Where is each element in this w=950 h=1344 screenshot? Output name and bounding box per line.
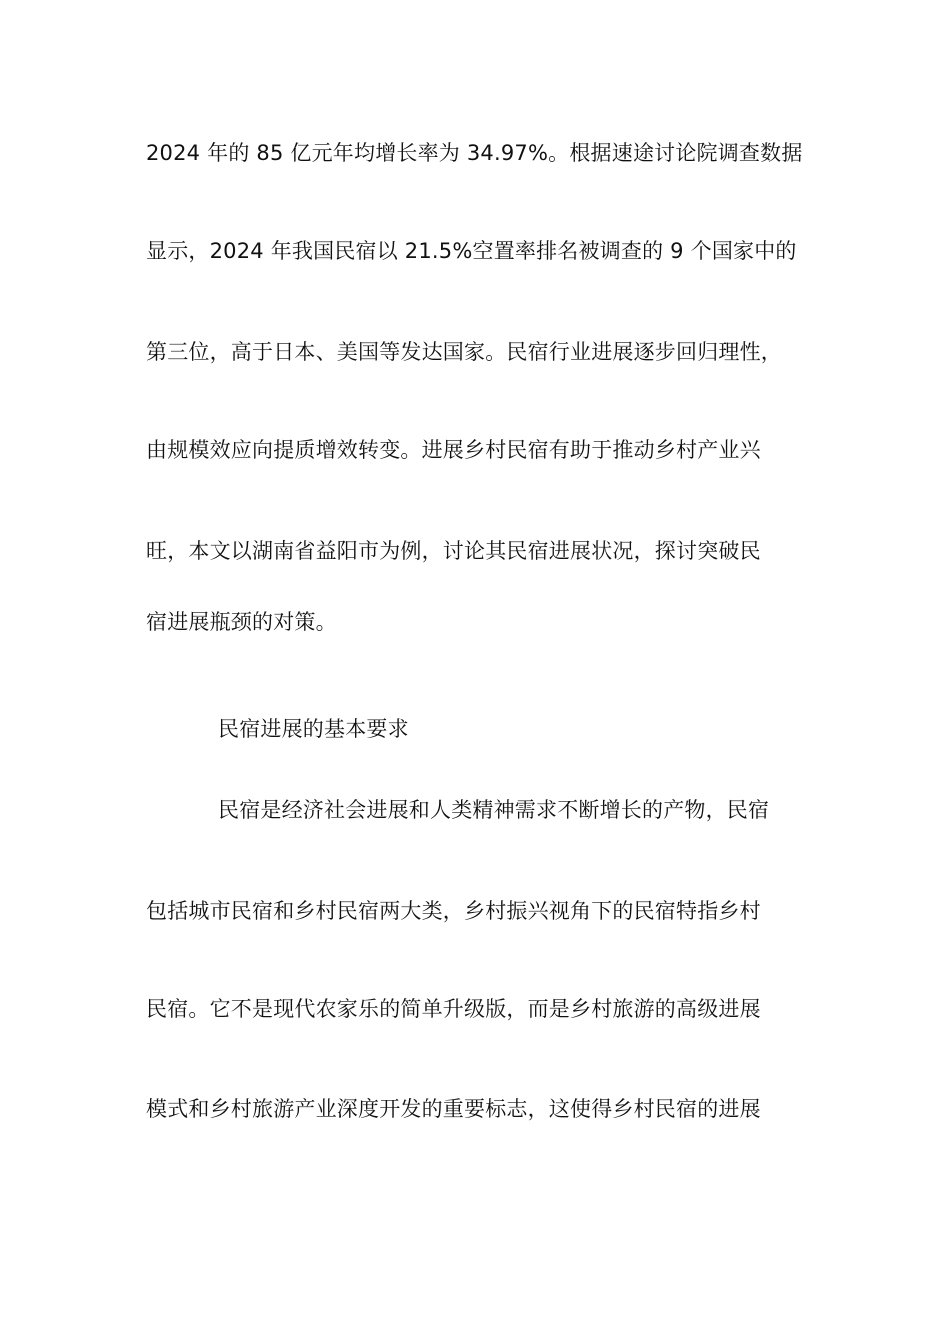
- paragraph-line: 包括城市民宿和乡村民宿两大类，乡村振兴视角下的民宿特指乡村: [146, 899, 761, 923]
- paragraph-line: 旺，本文以湖南省益阳市为例，讨论其民宿进展状况，探讨突破民: [146, 539, 761, 563]
- paragraph-line: 由规模效应向提质增效转变。进展乡村民宿有助于推动乡村产业兴: [146, 438, 761, 462]
- paragraph-line: 显示，2024 年我国民宿以 21.5%空置率排名被调查的 9 个国家中的: [146, 239, 797, 263]
- paragraph-line: 民宿。它不是现代农家乐的简单升级版，而是乡村旅游的高级进展: [146, 997, 761, 1021]
- paragraph-line: 宿进展瓶颈的对策。: [146, 610, 337, 634]
- paragraph-line: 2024 年的 85 亿元年均增长率为 34.97%。根据速途讨论院调查数据: [146, 141, 803, 165]
- paragraph-line: 模式和乡村旅游产业深度开发的重要标志，这使得乡村民宿的进展: [146, 1097, 761, 1121]
- section-heading: 民宿进展的基本要求: [218, 717, 409, 741]
- paragraph-line: 民宿是经济社会进展和人类精神需求不断增长的产物，民宿: [218, 798, 770, 822]
- paragraph-line: 第三位，高于日本、美国等发达国家。民宿行业进展逐步回归理性，: [146, 340, 782, 364]
